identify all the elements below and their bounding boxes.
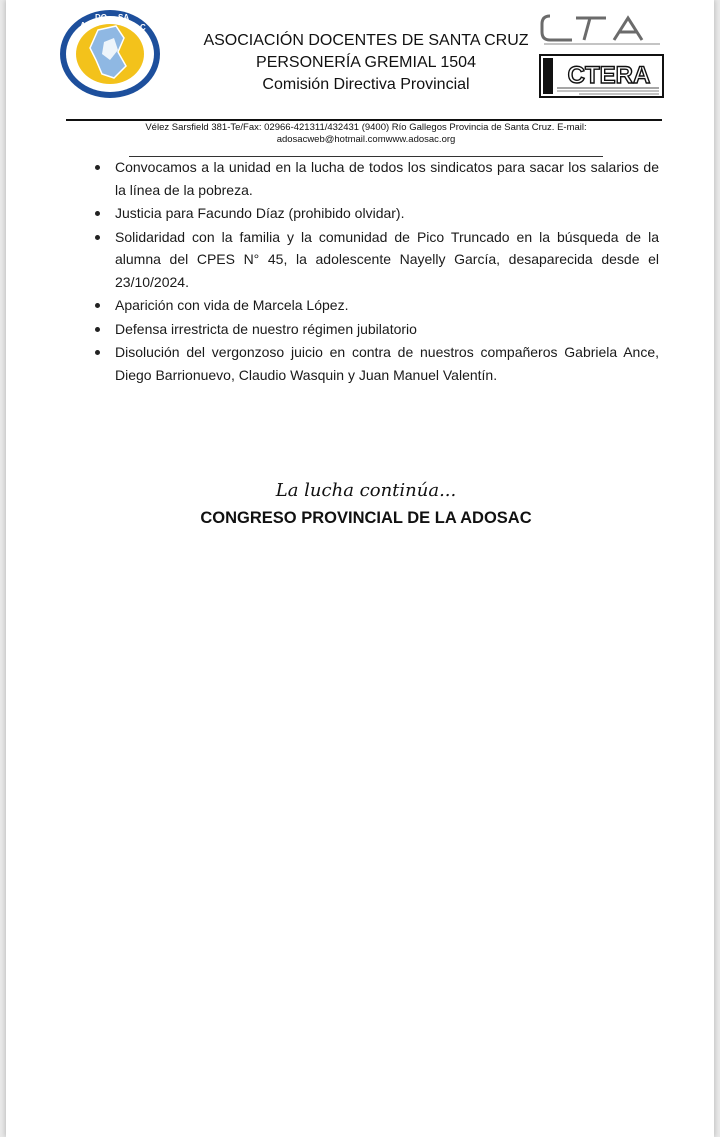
commission-name: Comisión Directiva Provincial <box>262 76 470 93</box>
address-line: Vélez Sarsfield 381-Te/Fax: 02966-421311/432431 (9400) Río Gallegos Provincia de Santa Cruz. E-mail: <box>145 122 587 133</box>
cta-logo <box>536 10 666 50</box>
bullet-icon <box>95 165 100 170</box>
ctera-wordmark: CTERA <box>567 62 651 89</box>
demands-list <box>91 156 659 387</box>
bullet-icon <box>95 327 100 332</box>
logo-letter-a: A <box>80 21 86 30</box>
personeria-gremial: PERSONERÍA GREMIAL 1504 <box>256 54 476 71</box>
organization-header <box>186 30 546 96</box>
list-item: Justicia para Facundo Díaz (prohibido olvidar). <box>91 202 659 225</box>
bullet-icon <box>95 211 100 216</box>
bullet-icon <box>95 350 100 355</box>
header-divider <box>66 119 662 121</box>
address-block <box>126 122 606 146</box>
list-item: Aparición con vida de Marcela López. <box>91 294 659 317</box>
organization-name: ASOCIACIÓN DOCENTES DE SANTA CRUZ <box>203 32 529 49</box>
list-item: Solidaridad con la familia y la comunidad de Pico Truncado en la búsqueda de la alumna del CPES N° 45, la adolescente Nayelly García, desaparecida desde el 23/10/2024. <box>91 226 659 294</box>
adosac-logo <box>58 8 162 100</box>
closing-motto: La lucha continúa... <box>275 480 457 501</box>
signature-congress: CONGRESO PROVINCIAL DE LA ADOSAC <box>200 509 532 527</box>
logo-letter-do: DO <box>95 13 107 22</box>
contact-line: adosacweb@hotmail.comwww.adosac.org <box>276 134 456 145</box>
list-item: Disolución del vergonzoso juicio en contra de nuestros compañeros Gabriela Ance, Diego Barrionuevo, Claudio Wasquin y Juan Manuel Valentín. <box>91 341 659 386</box>
document-page <box>6 0 714 1137</box>
list-item: Convocamos a la unidad en la lucha de todos los sindicatos para sacar los salarios de la línea de la pobreza. <box>91 156 659 201</box>
logo-letter-c: C <box>140 23 146 32</box>
bullet-icon <box>95 303 100 308</box>
list-item: Defensa irrestricta de nuestro régimen jubilatorio <box>91 318 659 341</box>
logo-letter-sa: SA <box>118 13 130 22</box>
bullet-icon <box>95 235 100 240</box>
ctera-logo <box>539 54 664 98</box>
